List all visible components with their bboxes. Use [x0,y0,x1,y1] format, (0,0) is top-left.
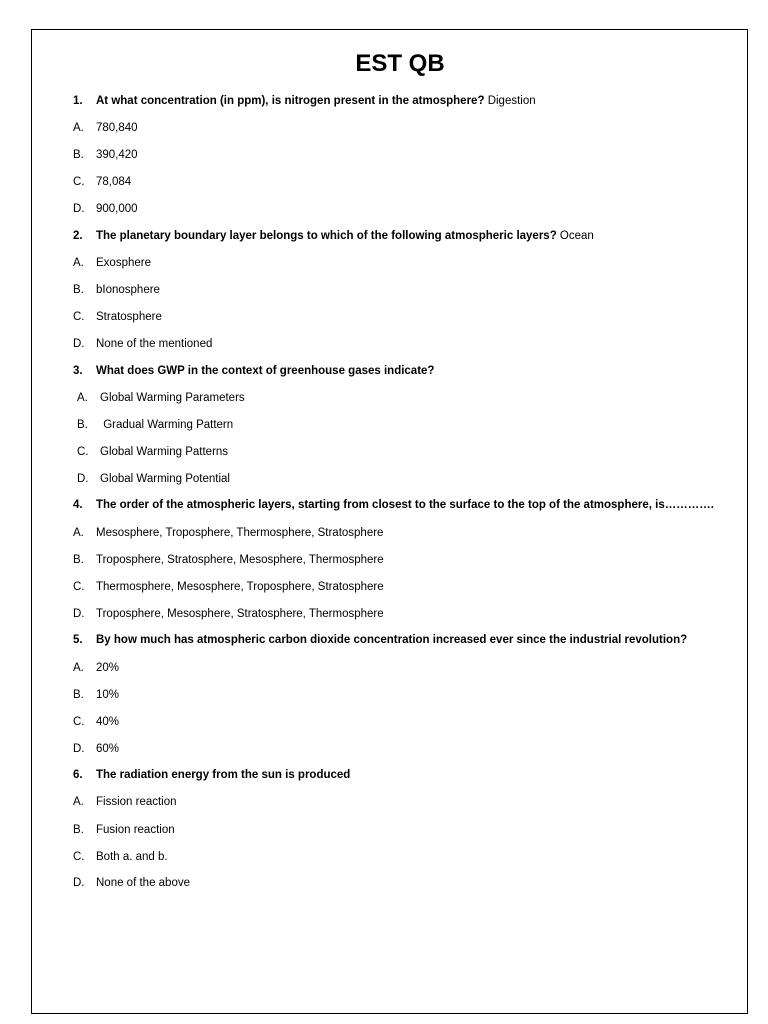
option-text: 40% [96,716,120,728]
option-text: 780,840 [96,122,138,134]
option-letter: B. [73,149,84,161]
option-letter: A. [77,392,88,404]
option-letter: A. [73,527,84,539]
option-text: 390,420 [96,149,138,161]
option-text: Gradual Warming Pattern [100,419,234,431]
option-letter: A. [73,796,84,808]
option-text: Global Warming Patterns [100,446,229,458]
option-text: 78,084 [96,176,132,188]
question-text: The planetary boundary layer belongs to which of the following atmospheric layers? Ocean [96,230,594,242]
option-letter: B. [73,554,84,566]
option-letter: B. [77,419,88,431]
option-text: Both a. and b. [96,851,168,863]
option-text: 20% [96,662,120,674]
option-text: Mesosphere, Troposphere, Thermosphere, Stratosphere [96,527,384,539]
option-letter: C. [73,716,85,728]
question-text: The order of the atmospheric layers, starting from closest to the surface to the top of the atmosphere, is…………. [96,499,714,511]
question-number: 4. [73,499,83,511]
option-text: Fission reaction [96,796,177,808]
option-letter: C. [77,446,89,458]
option-letter: A. [73,122,84,134]
question-text: By how much has atmospheric carbon dioxide concentration increased ever since the industrial revolution? [96,634,688,646]
option-text: Exosphere [96,257,151,269]
option-text: Troposphere, Mesosphere, Stratosphere, Thermosphere [96,608,384,620]
option-text: Thermosphere, Mesosphere, Troposphere, Stratosphere [96,581,384,593]
question-number: 3. [73,365,83,377]
option-letter: D. [73,608,85,620]
question-tag: Digestion [487,95,536,107]
option-letter: D. [77,473,89,485]
question-number: 6. [73,769,83,781]
option-letter: D. [73,877,85,889]
option-text: Fusion reaction [96,824,175,836]
option-letter: C. [73,581,85,593]
option-text: 60% [96,743,120,755]
page-title: EST QB [355,50,445,77]
option-text: bIonosphere [96,284,160,296]
option-letter: C. [73,176,85,188]
option-text: 900,000 [96,203,138,215]
question-text: The radiation energy from the sun is produced [96,769,351,781]
option-text: Troposphere, Stratosphere, Mesosphere, Thermosphere [96,554,384,566]
option-letter: B. [73,284,84,296]
question-text: At what concentration (in ppm), is nitrogen present in the atmosphere? Digestion [96,95,536,107]
option-letter: D. [73,743,85,755]
option-letter: A. [73,662,84,674]
option-text: 10% [96,689,120,701]
option-letter: A. [73,257,84,269]
question-text: What does GWP in the context of greenhouse gases indicate? [96,365,435,377]
option-letter: C. [73,851,85,863]
option-text: Global Warming Potential [100,473,230,485]
option-letter: D. [73,203,85,215]
option-letter: B. [73,689,84,701]
option-letter: C. [73,311,85,323]
option-text: None of the above [96,877,190,889]
question-number: 2. [73,230,83,242]
option-letter: D. [73,338,85,350]
option-letter: B. [73,824,84,836]
option-text: Global Warming Parameters [100,392,245,404]
option-text: None of the mentioned [96,338,213,350]
question-number: 5. [73,634,83,646]
option-text: Stratosphere [96,311,162,323]
question-tag: Ocean [559,230,594,242]
question-number: 1. [73,95,83,107]
